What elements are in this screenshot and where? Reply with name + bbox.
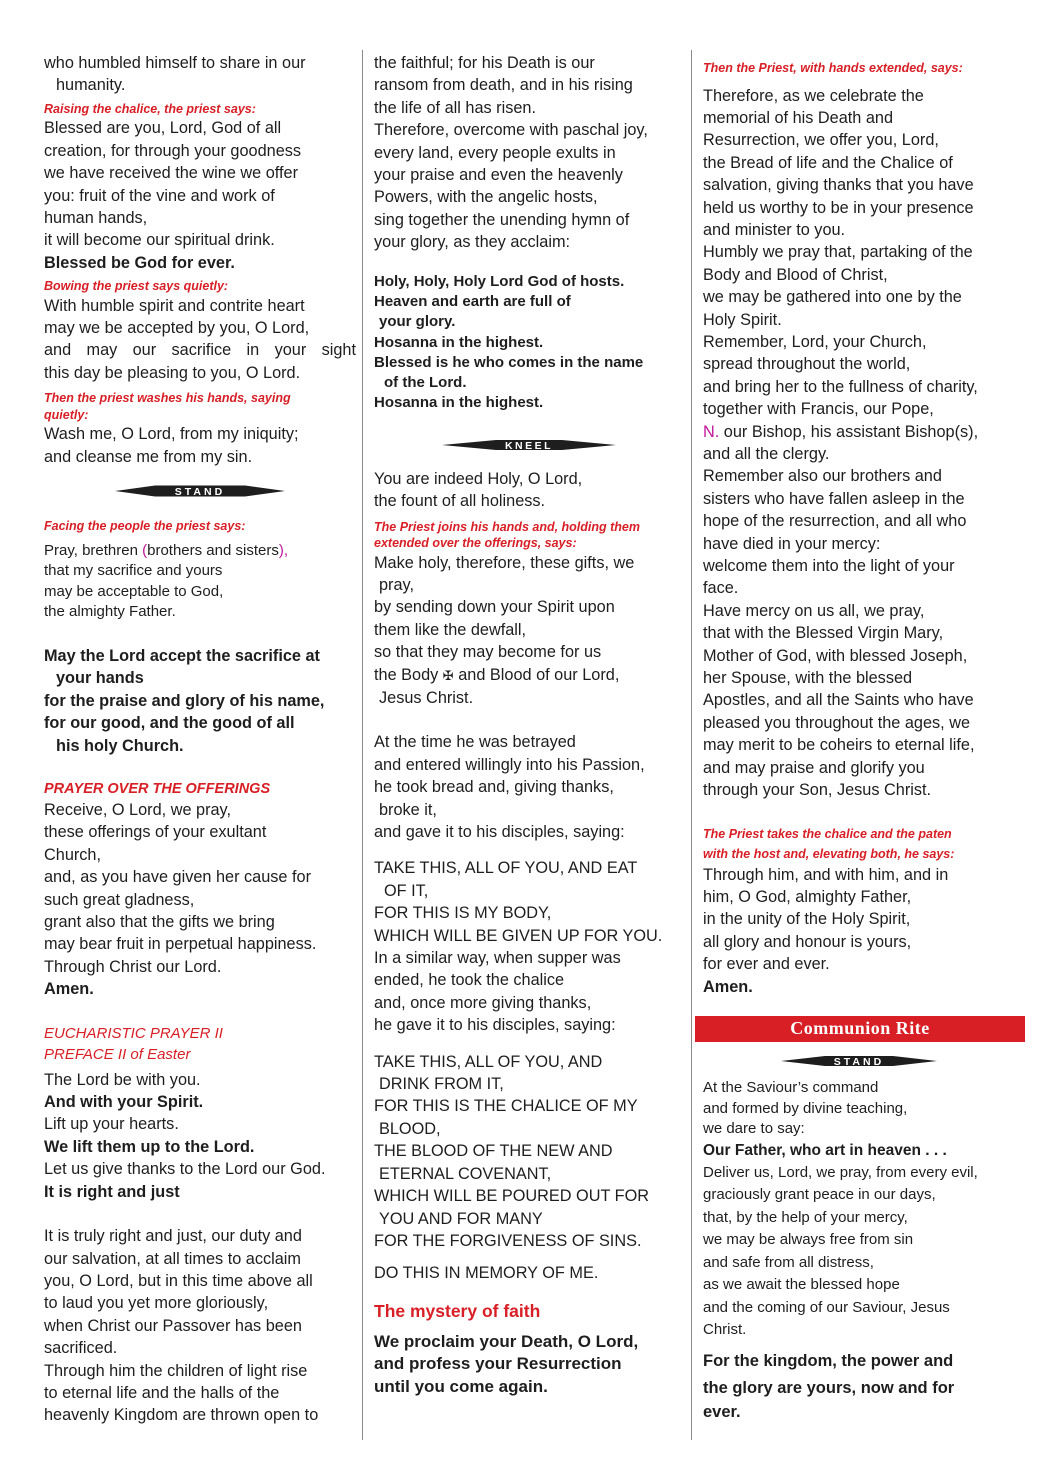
text-line: every land, every people exults in [374,143,616,162]
column-3 [703,52,1015,1422]
text-line: Have mercy on us all, we pray, [703,601,925,620]
text-line: may merit to be coheirs to eternal life, [703,736,975,755]
consecration-line: TAKE THIS, ALL OF YOU, AND [374,1052,603,1071]
text-line: Remember, Lord, your Church, [703,332,927,351]
text-line: ended, he took the chalice [374,971,565,990]
text-line: human hands, [44,208,148,227]
text-line: broke it, [379,800,437,819]
text-line: Through Christ our Lord. [44,957,222,976]
text-line: and entered willingly into his Passion, [374,755,645,774]
text-line: have died in your mercy: [703,534,881,553]
text-line: salvation, giving thanks that you have [703,176,974,195]
rubric: with the host and, elevating both, he says: [703,846,955,861]
column-divider [362,50,363,1440]
text-line: Apostles, and all the Saints who have [703,691,974,710]
text-line: grant also that the gifts we bring [44,913,275,932]
text-line: heavenly Kingdom are thrown open to [44,1406,319,1425]
text-line: to eternal life and the halls of the [44,1383,280,1402]
text-line: the Bread of life and the Chalice of [703,153,953,172]
text-line: Holy Spirit. [703,310,782,329]
posture-label: STAND [174,486,226,499]
text-line: Remember also our brothers and [703,467,942,486]
consecration-line: WHICH WILL BE POURED OUT FOR [374,1187,649,1206]
text-line: face. [703,579,739,598]
text-line: may bear fruit in perpetual happiness. [44,935,317,954]
text-line: You are indeed Holy, O Lord, [374,469,583,488]
text-line: and cleanse me from my sin. [44,447,253,466]
text-line: pray, [379,575,414,594]
rubric: extended over the offerings, says: [374,536,577,551]
text-line: Powers, with the angelic hosts, [374,188,598,207]
response-line: and profess your Resurrection [374,1354,622,1374]
text-line: we dare to say: [703,1120,805,1138]
consecration-line: FOR THE FORGIVENESS OF SINS. [374,1231,642,1250]
text-line: we have received the wine we offer [44,164,299,183]
column-1 [44,52,356,1427]
text-line: and safe from all distress, [703,1253,874,1271]
response-line: until you come again. [374,1376,548,1396]
text-line: that, by the help of your mercy, [703,1208,908,1226]
column-2 [374,52,684,1398]
section-heading: PRAYER OVER THE OFFERINGS [44,781,271,797]
rubric: The Priest joins his hands and, holding them [374,519,640,534]
text-line: together with Francis, our Pope, [703,400,934,419]
sanctus-line: Holy, Holy, Holy Lord God of hosts. [374,272,625,290]
consecration-line: ETERNAL COVENANT, [379,1164,552,1183]
rubric: Bowing the priest says quietly: [44,279,229,294]
text-line: that my sacrifice and yours [44,562,223,580]
text-line: pleased you throughout the ages, we [703,713,971,732]
text-line: Humbly we pray that, partaking of the [703,243,973,262]
text-line: by sending down your Spirit upon [374,598,615,617]
text-line: Resurrection, we offer you, Lord, [703,131,939,150]
response-line: We proclaim your Death, O Lord, [374,1331,639,1351]
text-line: It is truly right and just, our duty and [44,1227,302,1246]
text-line: At the time he was betrayed [374,733,576,752]
rubric: quietly: [44,407,89,422]
rubric: Facing the people the priest says: [44,519,246,534]
text-line: them like the dewfall, [374,620,527,639]
text-line: and bring her to the fullness of charity, [703,377,978,396]
posture-label: STAND [833,1055,885,1068]
text-line: may we be accepted by you, O Lord, [44,319,310,338]
response-line: It is right and just [44,1182,180,1201]
text-line: as we await the blessed hope [703,1276,900,1294]
text-line: memorial of his Death and [703,108,894,127]
consecration-line: FOR THIS IS MY BODY, [374,904,552,923]
text-line: we may be gathered into one by the [703,288,962,307]
response-line: And with your Spirit. [44,1093,204,1112]
text-line: sing together the unending hymn of [374,210,630,229]
response-line: Blessed be God for ever. [44,253,235,272]
posture-stand-marker [703,1052,1015,1070]
text-line: and gave it to his disciples, saying: [374,823,625,842]
text-line: sacrificed. [44,1339,118,1358]
name-placeholder: N. [703,422,720,441]
text-line: our salvation, at all times to acclaim [44,1249,301,1268]
response-line: Our Father, who art in heaven . . . [703,1141,947,1159]
text-line: sisters who have fallen asleep in the [703,489,965,508]
section-heading: PREFACE II of Easter [44,1045,191,1063]
text-line: Pray, brethren (brothers and sisters), [44,541,289,559]
response-line: for the praise and glory of his name, [44,691,325,710]
text-line: Body and Blood of Christ, [703,265,888,284]
text-line: he gave it to his disciples, saying: [374,1016,616,1035]
text-line: your glory, as they acclaim: [374,233,571,252]
consecration-line: WHICH WILL BE GIVEN UP FOR YOU. [374,926,663,945]
text-line: and all the clergy. [703,445,830,463]
text-line: and, as you have given her cause for [44,868,312,887]
section-heading: EUCHARISTIC PRAYER II [44,1024,223,1042]
text-line: through your Son, Jesus Christ. [703,781,932,800]
text-line: you, O Lord, but in this time above all [44,1271,313,1290]
text-line: we may be always free from sin [703,1231,914,1249]
response-line: Amen. [44,980,94,999]
text-line: such great gladness, [44,890,195,909]
text-line: Church, [44,845,102,864]
posture-kneel-marker [374,436,684,454]
sanctus-line: Hosanna in the highest. [374,394,544,412]
text-line: welcome them into the light of your [703,557,955,576]
text-line: Wash me, O Lord, from my iniquity; [44,425,299,444]
text-line: In a similar way, when supper was [374,949,621,968]
text-line: Lift up your hearts. [44,1115,179,1134]
text-line: in the unity of the Holy Spirit, [703,910,911,929]
text-line: he took bread and, giving thanks, [374,778,614,797]
rubric: Raising the chalice, the priest says: [44,101,256,116]
consecration-line: DO THIS IN MEMORY OF ME. [374,1264,599,1283]
text-line: that with the Blessed Virgin Mary, [703,624,944,643]
text-line: and may our sacrifice in your sight [44,341,356,360]
consecration-line: FOR THIS IS THE CHALICE OF MY [374,1097,638,1116]
response-line: his holy Church. [56,736,184,755]
text-line: and may praise and glorify you [703,758,925,777]
text-line: to laud you yet more gloriously, [44,1294,269,1313]
mystery-heading: The mystery of faith [374,1300,541,1321]
text-line: and minister to you. [703,220,846,239]
sanctus-line: your glory. [379,313,456,331]
text-line: the fount of all holiness. [374,492,546,511]
text-line: the faithful; for his Death is our [374,54,595,72]
sanctus-line: of the Lord. [384,374,467,392]
response-line: May the Lord accept the sacrifice at [44,646,320,665]
response-line: Amen. [703,977,753,996]
consecration-line: THE BLOOD OF THE NEW AND [374,1142,613,1161]
text-line: hope of the resurrection, and all who [703,512,967,531]
text-line: Therefore, as we celebrate the [703,86,924,105]
consecration-line: OF IT, [384,881,429,900]
text-line: graciously grant peace in our days, [703,1186,936,1204]
response-line: your hands [56,669,144,688]
text-line: it will become our spiritual drink. [44,231,275,250]
text-line: this day be pleasing to you, O Lord. [44,363,301,382]
text-line: may be acceptable to God, [44,582,224,600]
text-line: so that they may become for us [374,643,602,662]
text-line: At the Saviour’s command [703,1078,879,1096]
posture-label: KNEEL [504,439,554,452]
text-line: the almighty Father. [44,603,176,621]
text-line: who humbled himself to share in our [44,54,306,72]
text-line: her Spouse, with the blessed [703,669,913,688]
text-line: your praise and even the heavenly [374,166,623,185]
text-line: and the coming of our Saviour, Jesus [703,1298,950,1316]
text-line: all glory and honour is yours, [703,932,912,951]
consecration-line: TAKE THIS, ALL OF YOU, AND EAT [374,859,638,878]
rubric: Then the priest washes his hands, saying [44,391,291,406]
consecration-line: DRINK FROM IT, [379,1075,504,1094]
response-line: ever. [703,1402,741,1421]
text-line: Let us give thanks to the Lord our God. [44,1160,326,1179]
rubric: Then the Priest, with hands extended, says: [703,61,963,75]
response-line: the glory are yours, now and for [703,1378,955,1397]
consecration-line: BLOOD, [379,1119,441,1138]
response-line: We lift them up to the Lord. [44,1137,255,1156]
text-line: Therefore, overcome with paschal joy, [374,121,648,140]
text-line: held us worthy to be in your presence [703,198,974,217]
text-line: Through him, and with him, and in [703,865,949,884]
text-line: the Body ✠ and Blood of our Lord, [374,665,620,684]
text-line: N. our Bishop, his assistant Bishop(s), [703,422,979,441]
text-line: Mother of God, with blessed Joseph, [703,646,968,665]
column-divider [691,50,692,1440]
text-line: Blessed are you, Lord, God of all [44,119,282,138]
response-line: for our good, and the good of all [44,714,295,733]
sanctus-line: Heaven and earth are full of [374,292,571,310]
text-line: humanity. [56,76,126,95]
cross-icon: ✠ [442,667,454,683]
text-line: Deliver us, Lord, we pray, from every evil, [703,1163,978,1181]
text-line: when Christ our Passover has been [44,1316,302,1335]
text-line: The Lord be with you. [44,1070,201,1089]
text-line: spread throughout the world, [703,355,911,374]
response-line: For the kingdom, the power and [703,1351,954,1370]
sanctus-line: Blessed is he who comes in the name [374,353,644,371]
text-line: you: fruit of the vine and work of [44,186,275,205]
text-line: Christ. [703,1321,747,1339]
text-line: him, O God, almighty Father, [703,887,912,906]
text-line: and, once more giving thanks, [374,993,592,1012]
text-line: the life of all has risen. [374,98,536,117]
text-line: Make holy, therefore, these gifts, we [374,553,635,572]
text-line: Receive, O Lord, we pray, [44,801,232,819]
sanctus-line: Hosanna in the highest. [374,333,544,351]
consecration-line: YOU AND FOR MANY [379,1209,543,1228]
posture-stand-marker [44,482,356,500]
rubric: The Priest takes the chalice and the paten [703,826,952,841]
text-line: ransom from death, and in his rising [374,76,633,95]
text-line: these offerings of your exultant [44,823,267,842]
text-line: creation, for through your goodness [44,141,302,160]
text-line: and formed by divine teaching, [703,1099,908,1117]
text-line: for ever and ever. [703,955,830,974]
text-line: With humble spirit and contrite heart [44,296,305,315]
text-line: Through him the children of light rise [44,1361,308,1380]
text-line: Jesus Christ. [379,688,474,707]
communion-rite-banner: Communion Rite [695,1016,1025,1042]
